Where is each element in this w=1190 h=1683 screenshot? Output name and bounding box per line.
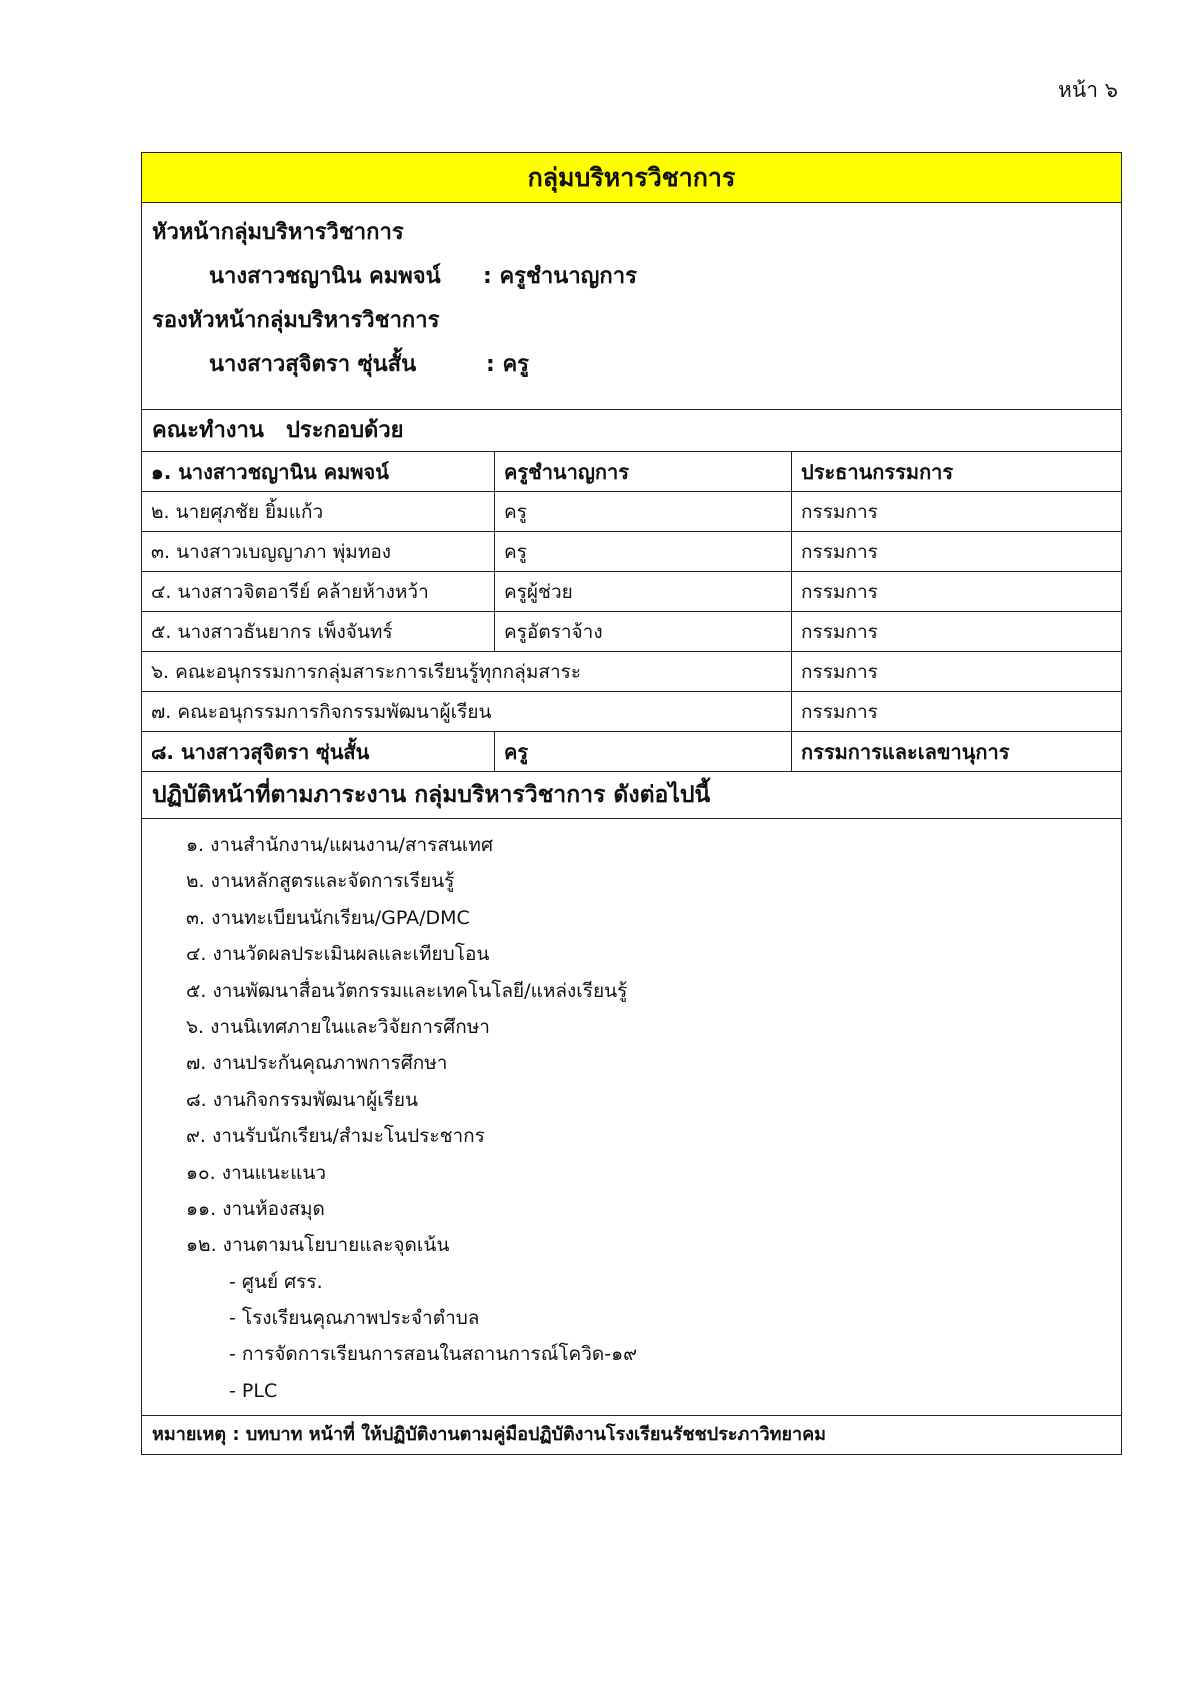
committee-header xyxy=(142,410,1121,452)
member-role: กรรมการ xyxy=(792,492,1122,532)
list-item: ๖. งานนิเทศภายในและวิจัยการศึกษา xyxy=(186,1015,490,1038)
deputy-position: : ครู xyxy=(486,352,529,377)
committee-row xyxy=(142,612,1121,652)
document-table xyxy=(141,152,1122,1455)
committee-label-suffix: ประกอบด้วย xyxy=(285,418,404,443)
member-name: ๓. นางสาวเบญญาภา พุ่มทอง xyxy=(142,532,495,572)
member-name: ๑. นางสาวชญานิน คมพจน์ xyxy=(142,452,495,492)
member-role: กรรมการ xyxy=(792,532,1122,572)
member-position: ครูผู้ช่วย xyxy=(495,572,792,612)
committee-row xyxy=(142,692,1121,732)
head-position: : ครูชำนาญการ xyxy=(483,264,637,289)
sub-list-item: - PLC xyxy=(229,1379,278,1402)
list-item: ๓. งานทะเบียนนักเรียน/GPA/DMC xyxy=(186,906,470,929)
member-role: กรรมการและเลขานุการ xyxy=(792,732,1122,772)
committee-label: คณะทำงาน xyxy=(152,418,264,443)
list-item: ๑๒. งานตามนโยบายและจุดเน้น xyxy=(186,1234,450,1257)
member-name: ๒. นายศุภชัย ยิ้มแก้ว xyxy=(142,492,495,532)
section-title: กลุ่มบริหารวิชาการ xyxy=(142,153,1121,203)
deputy-row xyxy=(152,343,1111,387)
duties-list xyxy=(142,819,1121,1416)
heads-block xyxy=(142,203,1121,410)
member-name: ๗. คณะอนุกรรมการกิจกรรมพัฒนาผู้เรียน xyxy=(142,692,792,732)
committee-table xyxy=(142,452,1121,772)
sub-list-item: - ศูนย์ ศรร. xyxy=(229,1270,323,1293)
member-role: กรรมการ xyxy=(792,612,1122,652)
committee-row xyxy=(142,492,1121,532)
committee-row xyxy=(142,732,1121,772)
member-position: ครูชำนาญการ xyxy=(495,452,792,492)
list-item: ๙. งานรับนักเรียน/สำมะโนประชากร xyxy=(186,1125,485,1148)
member-position: ครู xyxy=(495,732,792,772)
list-item: ๑๐. งานแนะแนว xyxy=(186,1161,327,1184)
duties-header: ปฏิบัติหน้าที่ตามภาระงาน กลุ่มบริหารวิชาการ ดังต่อไปนี้ xyxy=(142,772,1121,819)
committee-row xyxy=(142,572,1121,612)
head-row xyxy=(152,255,1111,299)
member-role: กรรมการ xyxy=(792,692,1122,732)
member-name: ๔. นางสาวจิตอารีย์ คล้ายห้างหว้า xyxy=(142,572,495,612)
page-number: หน้า ๖ xyxy=(1058,78,1118,102)
committee-row xyxy=(142,452,1121,492)
committee-row xyxy=(142,652,1121,692)
member-position: ครูอัตราจ้าง xyxy=(495,612,792,652)
head-label: หัวหน้ากลุ่มบริหารวิชาการ xyxy=(152,220,404,245)
head-name: นางสาวชญานิน คมพจน์ xyxy=(209,264,441,289)
member-name: ๕. นางสาวธันยากร เพ็งจันทร์ xyxy=(142,612,495,652)
list-item: ๔. งานวัดผลประเมินผลและเทียบโอน xyxy=(186,943,490,966)
member-role: กรรมการ xyxy=(792,572,1122,612)
list-item: ๗. งานประกันคุณภาพการศึกษา xyxy=(186,1052,448,1075)
member-role: ประธานกรรมการ xyxy=(792,452,1122,492)
list-item: ๑. งานสำนักงาน/แผนงาน/สารสนเทศ xyxy=(186,834,494,856)
deputy-label: รองหัวหน้ากลุ่มบริหารวิชาการ xyxy=(152,308,440,333)
list-item: ๘. งานกิจกรรมพัฒนาผู้เรียน xyxy=(186,1088,419,1111)
list-item: ๒. งานหลักสูตรและจัดการเรียนรู้ xyxy=(186,870,455,893)
committee-row xyxy=(142,532,1121,572)
sub-list-item: - การจัดการเรียนการสอนในสถานการณ์โควิด-๑๙ xyxy=(229,1343,638,1366)
deputy-name: นางสาวสุจิตรา ซุ่นสั้น xyxy=(209,352,417,377)
member-position: ครู xyxy=(495,532,792,572)
member-name: ๘. นางสาวสุจิตรา ซุ่นสั้น xyxy=(142,732,495,772)
member-role: กรรมการ xyxy=(792,652,1122,692)
list-item: ๕. งานพัฒนาสื่อนวัตกรรมและเทคโนโลยี/แหล่งเรียนรู้ xyxy=(186,979,628,1002)
member-position: ครู xyxy=(495,492,792,532)
sub-list-item: - โรงเรียนคุณภาพประจำตำบล xyxy=(229,1307,480,1330)
list-item: ๑๑. งานห้องสมุด xyxy=(186,1197,325,1220)
footnote: หมายเหตุ : บทบาท หน้าที่ ให้ปฏิบัติงานตามคู่มือปฏิบัติงานโรงเรียนรัชชประภาวิทยาคม xyxy=(152,1424,827,1446)
member-name: ๖. คณะอนุกรรมการกลุ่มสาระการเรียนรู้ทุกกลุ่มสาระ xyxy=(142,652,792,692)
